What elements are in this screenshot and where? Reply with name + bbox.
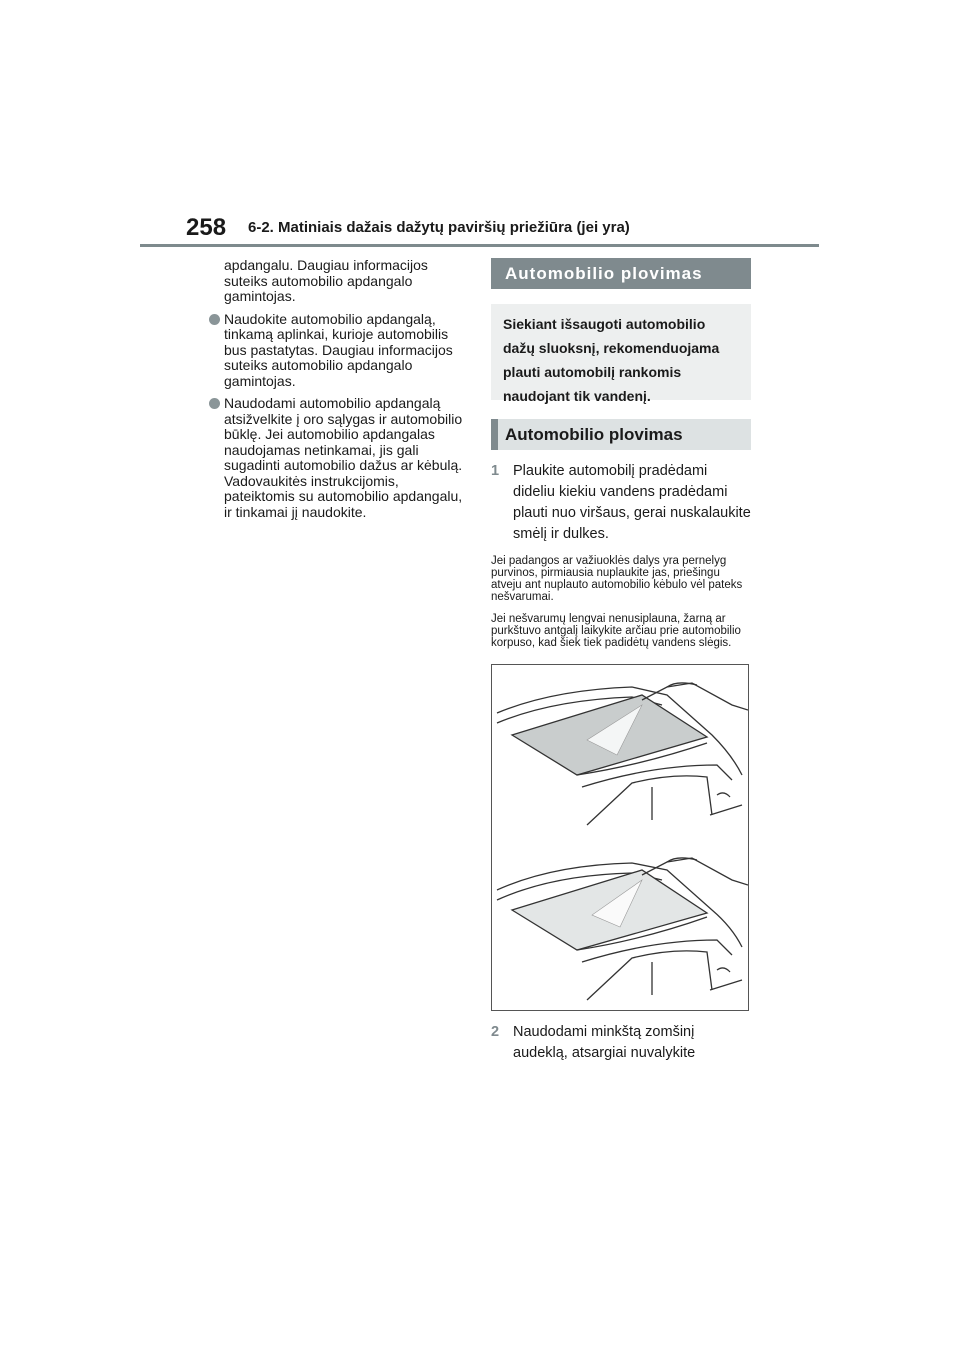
header-divider <box>140 244 819 247</box>
section-heading-light: Automobilio plovimas <box>491 419 751 450</box>
section-title: 6-2. Matiniais dažais dažytų paviršių priežiūra (jei yra) <box>248 219 630 236</box>
car-wash-drawing <box>492 665 748 1010</box>
bullet-text: Naudodami automobilio apdangalą atsižvelkite į oro sąlygas ir automobilio būklę. Jei automobilio apdangalas naudojamas netinkamai, jis gali sugadinti automobilio dažus ar kėbulą. Vadovaukitės instrukcijomis, pateiktomis su automobilio apdangalu, ir tinkamai jį naudokite. <box>224 395 463 520</box>
step-2 <box>491 1022 751 1064</box>
car-washing-illustration <box>491 664 749 1011</box>
note-paragraph: Jei nešvarumų lengvai nenusiplauna, žarną ar purkštuvo antgalį laikykite arčiau prie automobilio korpuso, kad šiek tiek padidėtų vandens slėgis. <box>491 613 741 649</box>
bullet-dot-icon <box>209 398 220 409</box>
bullet-text: Naudokite automobilio apdangalą, tinkamą aplinkai, kurioje automobilis bus pastatytas. Daugiau informacijos suteiks automobilio apdangalo gamintojas. <box>224 310 453 389</box>
note-paragraph: Jei padangos ar važiuoklės dalys yra pernelyg purvinos, pirmiausia nuplaukite jas, priešingu atveju ant nuplauto automobilio kėbulo vėl pateks nešvarumai. <box>491 555 743 603</box>
intro-box: Siekiant išsaugoti automobilio dažų sluoksnį, rekomenduojama plauti automobilį rankomis naudojant tik vandenį. <box>491 304 751 400</box>
step-number: 2 <box>491 1024 500 1040</box>
step-1 <box>491 461 751 545</box>
right-column <box>491 258 751 1064</box>
left-column <box>208 258 470 527</box>
step-text: Naudodami minkštą zomšinį audeklą, atsargiai nuvalykite <box>513 1024 696 1061</box>
section-heading-dark: Automobilio plovimas <box>491 258 751 289</box>
continuation-paragraph: apdangalu. Daugiau informacijos suteiks automobilio apdangalo gamintojas. <box>224 257 428 304</box>
bullet-item <box>208 312 470 390</box>
bullet-dot-icon <box>209 314 220 325</box>
bullet-item <box>208 396 470 520</box>
page-number: 258 <box>186 214 227 241</box>
step-number: 1 <box>491 463 500 479</box>
step-text: Plaukite automobilį pradėdami dideliu kiekiu vandens pradėdami plauti nuo viršaus, gerai nuskalaukite smėlį ir dulkes. <box>513 463 751 542</box>
